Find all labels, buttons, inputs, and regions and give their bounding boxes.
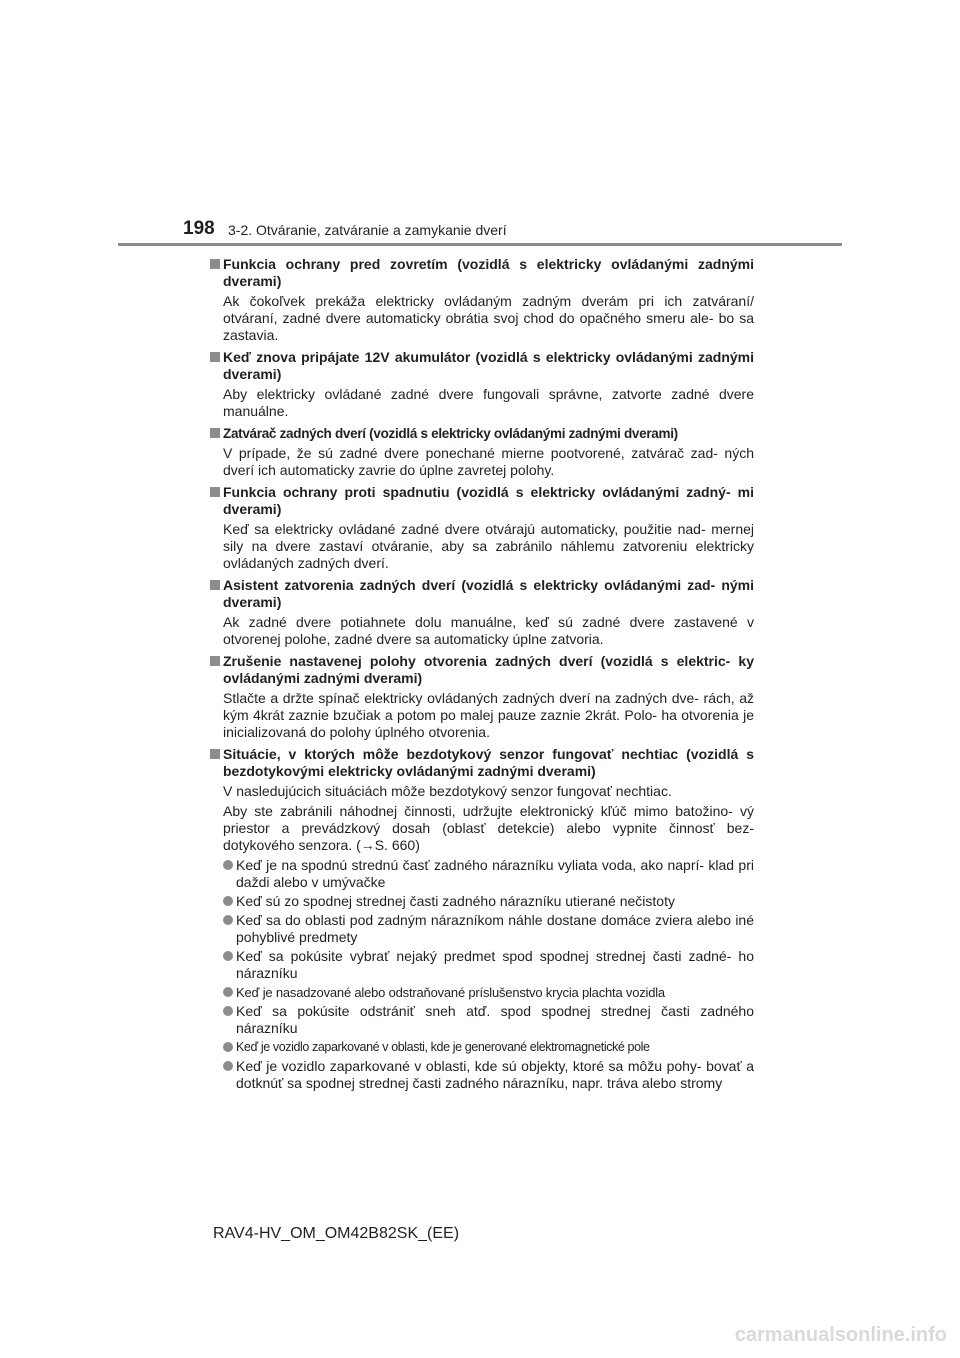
square-bullet-icon [210, 259, 220, 269]
section-pinch-protection [210, 256, 754, 344]
round-bullet-icon [223, 1042, 233, 1052]
round-bullet-icon [223, 915, 233, 925]
list-item: Keď je nasadzované alebo odstraňované príslušenstvo krycia plachta vozidla [223, 984, 754, 1001]
round-bullet-icon [223, 987, 233, 997]
paragraph: Ak zadné dvere potiahnete dolu manuálne, keď sú zadné dvere zastavené v otvorenej polohe, zadné dvere sa automaticky úplne zatvoria. [223, 614, 754, 647]
section-title: Zrušenie nastavenej polohy otvorenia zadných dverí (vozidlá s elektric- ky ovládanými zadnými dverami) [210, 653, 754, 687]
list-item: Keď je vozidlo zaparkované v oblasti, kde sú objekty, ktoré sa môžu pohy- bovať a dotknúť sa spodnej strednej časti zadného nárazníku, napr. tráva alebo stromy [223, 1058, 754, 1092]
section-title: Funkcia ochrany proti spadnutiu (vozidlá s elektricky ovládanými zadný- mi dverami) [210, 484, 754, 518]
section-title: Funkcia ochrany pred zovretím (vozidlá s elektricky ovládanými zadnými dverami) [210, 256, 754, 290]
list-item: Keď sa do oblasti pod zadným nárazníkom náhle dostane domáce zviera alebo iné pohyblivé predmety [223, 912, 754, 946]
list-item: Keď sa pokúsite vybrať nejaký predmet spod spodnej strednej časti zadné- ho nárazníku [223, 948, 754, 982]
section-title: Keď znova pripájate 12V akumulátor (vozidlá s elektricky ovládanými zadnými dverami) [210, 349, 754, 383]
watermark: carmanualsonline.info [734, 1324, 947, 1346]
document-code: RAV4-HV_OM_OM42B82SK_(EE) [213, 1225, 460, 1242]
paragraph: Aby ste zabránili náhodnej činnosti, udržujte elektronický kľúč mimo batožino- vý priestor a prevádzkový dosah (oblasť detekcie) alebo vypnite činnosť bez- dotykového senzora. (→S. 660) [223, 803, 754, 853]
page-number: 198 [183, 218, 215, 239]
square-bullet-icon [210, 428, 220, 438]
list-item: Keď je na spodnú strednú časť zadného nárazníku vyliata voda, ako naprí- klad pri daždi alebo v umývačke [223, 857, 754, 891]
section-title: Situácie, v ktorých môže bezdotykový senzor fungovať nechtiac (vozidlá s bezdotykovými elektricky ovládanými zadnými dverami) [210, 746, 754, 780]
paragraph: Ak čokoľvek prekáža elektricky ovládaným zadným dverám pri ich zatváraní/ otváraní, zadné dvere automaticky obrátia svoj chod do opačného smeru ale- bo sa zastavia. [223, 293, 754, 343]
list-item: Keď sa pokúsite odstrániť sneh atď. spod spodnej strednej časti zadného nárazníku [223, 1003, 754, 1037]
round-bullet-icon [223, 860, 233, 870]
square-bullet-icon [210, 580, 220, 590]
content-body [210, 256, 754, 1097]
section-kick-sensor-situations [210, 746, 754, 1092]
square-bullet-icon [210, 487, 220, 497]
list-item: Keď je vozidlo zaparkované v oblasti, kde je generované elektromagnetické pole [223, 1039, 754, 1056]
section-door-closer [210, 425, 754, 479]
round-bullet-icon [223, 951, 233, 961]
square-bullet-icon [210, 656, 220, 666]
section-fall-protection [210, 484, 754, 572]
chapter-header-title: 3-2. Otváranie, zatváranie a zamykanie dverí [228, 222, 507, 238]
round-bullet-icon [223, 896, 233, 906]
section-battery-reconnect [210, 349, 754, 420]
header-rule [118, 243, 842, 246]
paragraph: Keď sa elektricky ovládané zadné dvere otvárajú automaticky, použitie nad- mernej sily na dvere zastaví otváranie, aby sa zabránilo náhlemu zatvoreniu elektricky ovládaných zadných dverí. [223, 521, 754, 571]
section-title: Zatvárač zadných dverí (vozidlá s elektricky ovládanými zadnými dverami) [210, 425, 754, 442]
paragraph: V nasledujúcich situáciách môže bezdotykový senzor fungovať nechtiac. [223, 783, 672, 799]
section-title: Asistent zatvorenia zadných dverí (vozidlá s elektricky ovládanými zad- nými dverami) [210, 577, 754, 611]
section-closing-assist [210, 577, 754, 648]
section-reset-opening-position [210, 653, 754, 741]
list-item: Keď sú zo spodnej strednej časti zadného nárazníku utierané nečistoty [223, 893, 754, 910]
round-bullet-icon [223, 1061, 233, 1071]
paragraph: Stlačte a držte spínač elektricky ovládaných zadných dverí na zadných dve- rách, až kým 4krát zaznie bzučiak a potom po malej pauze zaznie 2krát. Polo- ha otvorenia je inicializovaná do polohy úplného otvorenia. [223, 690, 754, 740]
round-bullet-icon [223, 1006, 233, 1016]
square-bullet-icon [210, 352, 220, 362]
square-bullet-icon [210, 749, 220, 759]
paragraph: Aby elektricky ovládané zadné dvere fungovali správne, zatvorte zadné dvere manuálne. [223, 386, 754, 419]
paragraph: V prípade, že sú zadné dvere ponechané mierne pootvorené, zatvárač zad- ných dverí ich automaticky zavrie do úplne zavretej polohy. [223, 445, 754, 478]
